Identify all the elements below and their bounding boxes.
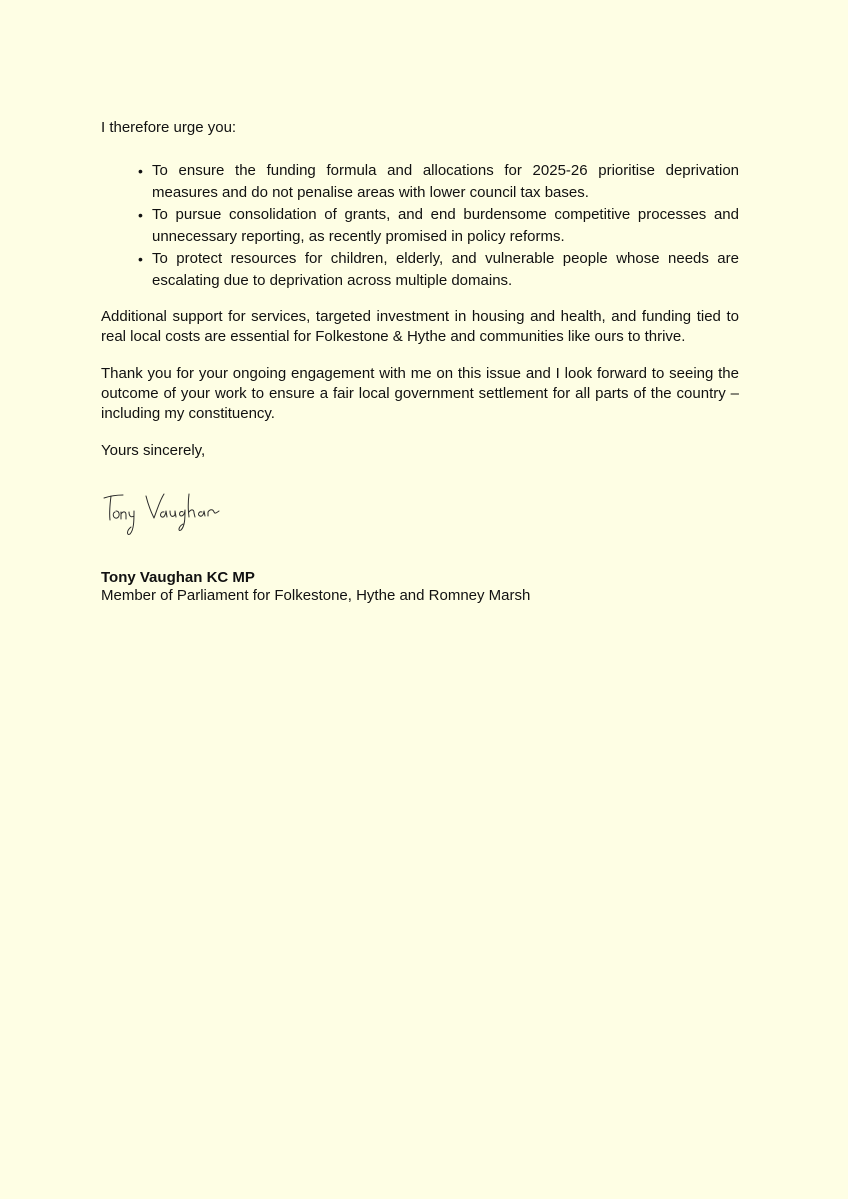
list-item-text: To ensure the funding formula and allocations for 2025-26 prioritise deprivation measures and do not penalise areas with lower council tax bases. [152, 162, 739, 201]
list-item-text: To protect resources for children, elderly, and vulnerable people whose needs are escalating due to deprivation across multiple domains. [152, 250, 739, 289]
bullet-icon: • [138, 251, 143, 267]
closing-line: Yours sincerely, [101, 442, 206, 459]
support-paragraph: Additional support for services, targeted investment in housing and health, and funding tied to real local costs are essential for Folkestone & Hythe and communities like ours to thrive. [101, 308, 739, 345]
bullet-icon: • [138, 207, 143, 223]
signature-icon [101, 482, 221, 538]
list-item [138, 248, 739, 292]
bullet-icon: • [138, 163, 143, 179]
list-item-text: To pursue consolidation of grants, and end burdensome competitive processes and unnecessary reporting, as recently promised in policy reforms. [152, 206, 739, 245]
letter-body [101, 118, 739, 461]
list-item [138, 204, 739, 248]
handwritten-signature [101, 482, 221, 538]
signature-block [101, 569, 530, 605]
signatory-name: Tony Vaughan KC MP [101, 569, 255, 586]
list-item [138, 160, 739, 204]
signatory-title: Member of Parliament for Folkestone, Hythe and Romney Marsh [101, 587, 531, 604]
request-list [101, 160, 739, 292]
thanks-paragraph: Thank you for your ongoing engagement with me on this issue and I look forward to seeing the outcome of your work to ensure a fair local government settlement for all parts of the country – including my constituency. [101, 365, 739, 422]
intro-line: I therefore urge you: [101, 119, 237, 136]
